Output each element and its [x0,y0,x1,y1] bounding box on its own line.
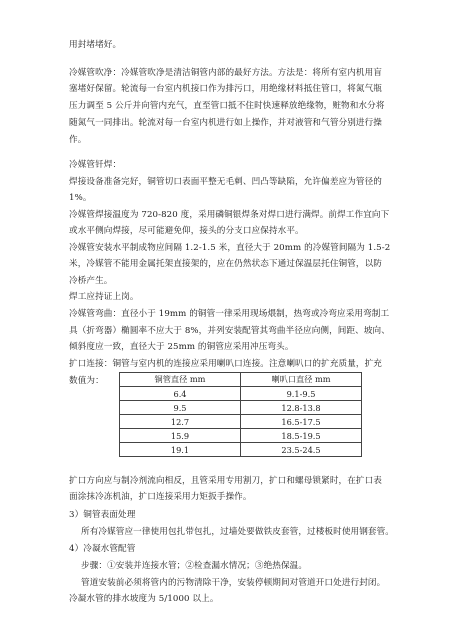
text-line: 冷凝水管的排水坡度为 5/1000 以上。 [69,594,219,604]
flare-size-table [119,372,362,457]
text-line: 或水平侧向焊接，尽可能避免仰，接头的分支口应保持水平。 [69,226,304,236]
text-line: 数值为： [69,376,104,386]
text-line: 扩口方向应与制冷剂流向相反，且管采用专用割刀，扩口和螺母锁紧时，在扩口表 [69,476,382,486]
text-line: 随氮气一同排出。轮流对每一台室内机进行如上操作，并对液管和气管分别进行操 [69,118,382,128]
text-line: 焊工应持证上岗。 [69,292,139,302]
section-heading: 3）铜管表面处理 [69,510,136,520]
text-line: 倾斜度应一致，直径大于 25mm 的铜管应采用冲压弯头。 [69,342,294,352]
table-cell: 12.8-13.8 [241,401,362,415]
text-line: 冷桥产生。 [69,276,113,286]
table-cell: 6.4 [120,387,241,401]
text-line: 具（折弯器）椭圆率不应大于 8%，并列安装配管其弯曲半径应向侧，间距、坡向、 [69,326,390,336]
table-cell: 9.1-9.5 [241,387,362,401]
section-heading: 冷媒管钎焊： [69,160,122,170]
table-header-cell: 喇叭口直径 mm [241,373,362,387]
text-line: 冷媒管弯曲：直径小于 19mm 的铜管一律采用现场煨制，热弯或冷弯应采用弯制工 [69,309,390,319]
text-line: 冷媒管吹净：冷媒管吹净是清洁铜管内部的最好方法。方法是：将所有室内机用盲 [69,68,382,78]
text-line: 步骤：①安装并连接水管；②检查漏水情况；③绝热保温。 [81,561,308,571]
table-row [120,401,362,415]
section-heading: 4）冷凝水管配管 [69,544,136,554]
text-line: 米，冷媒管不能用金属托架直接架的，应在仍然状态下通过保温层托住铜管，以防 [69,259,382,269]
text-line: 扩口连接：铜管与室内机的连接应采用喇叭口连接。注意喇叭口的扩充质量，扩充 [69,359,382,369]
table-cell: 19.1 [120,443,241,457]
text-line: 作。 [69,135,87,145]
table-row [120,415,362,429]
table-cell: 9.5 [120,401,241,415]
table-row [120,443,362,457]
text-line: 管道安装前必须将管内的污物清除干净，安装停顿期间对管道开口处进行封闭。 [81,578,386,588]
table-cell: 12.7 [120,415,241,429]
text-line: 所有冷媒管应一律使用包扎带包扎，过墙处要做铁皮套管，过楼板时使用钢套管。 [81,527,394,537]
text-line: 用封堵堵好。 [69,40,122,50]
table-header-row [120,373,362,387]
table-cell: 15.9 [120,429,241,443]
table-cell: 18.5-19.5 [241,429,362,443]
text-line: 1%。 [69,193,92,203]
text-line: 冷媒管焊接温度为 720-820 度，采用磷铜银焊条对焊口进行满焊。前焊工作宜向下 [69,210,390,220]
table-row [120,429,362,443]
text-line: 焊接设备准备完好，铜管切口表面平整无毛刺、凹凸等缺陷，允许偏差应为管径的 [69,177,382,187]
text-line: 冷媒管安装水平制成物应间隔 1.2-1.5 米，直径大于 20mm 的冷媒管间隔为 1.5-2 [69,243,391,253]
table-header-cell: 铜管直径 mm [120,373,241,387]
table-cell: 23.5-24.5 [241,443,362,457]
table-row [120,387,362,401]
text-line: 塞堵好保留。轮流每一台室内机接口作为排污口，用绝缘材料抵住管口，将氮气瓶 [69,84,382,94]
text-line: 压力调至 5 公斤并向管内充气，直至管口抵不住时快速释放绝缘物，赃物和水分将 [69,101,385,111]
text-line: 面涂抹冷冻机油，扩口连接采用力矩扳手操作。 [69,492,252,502]
table-cell: 16.5-17.5 [241,415,362,429]
